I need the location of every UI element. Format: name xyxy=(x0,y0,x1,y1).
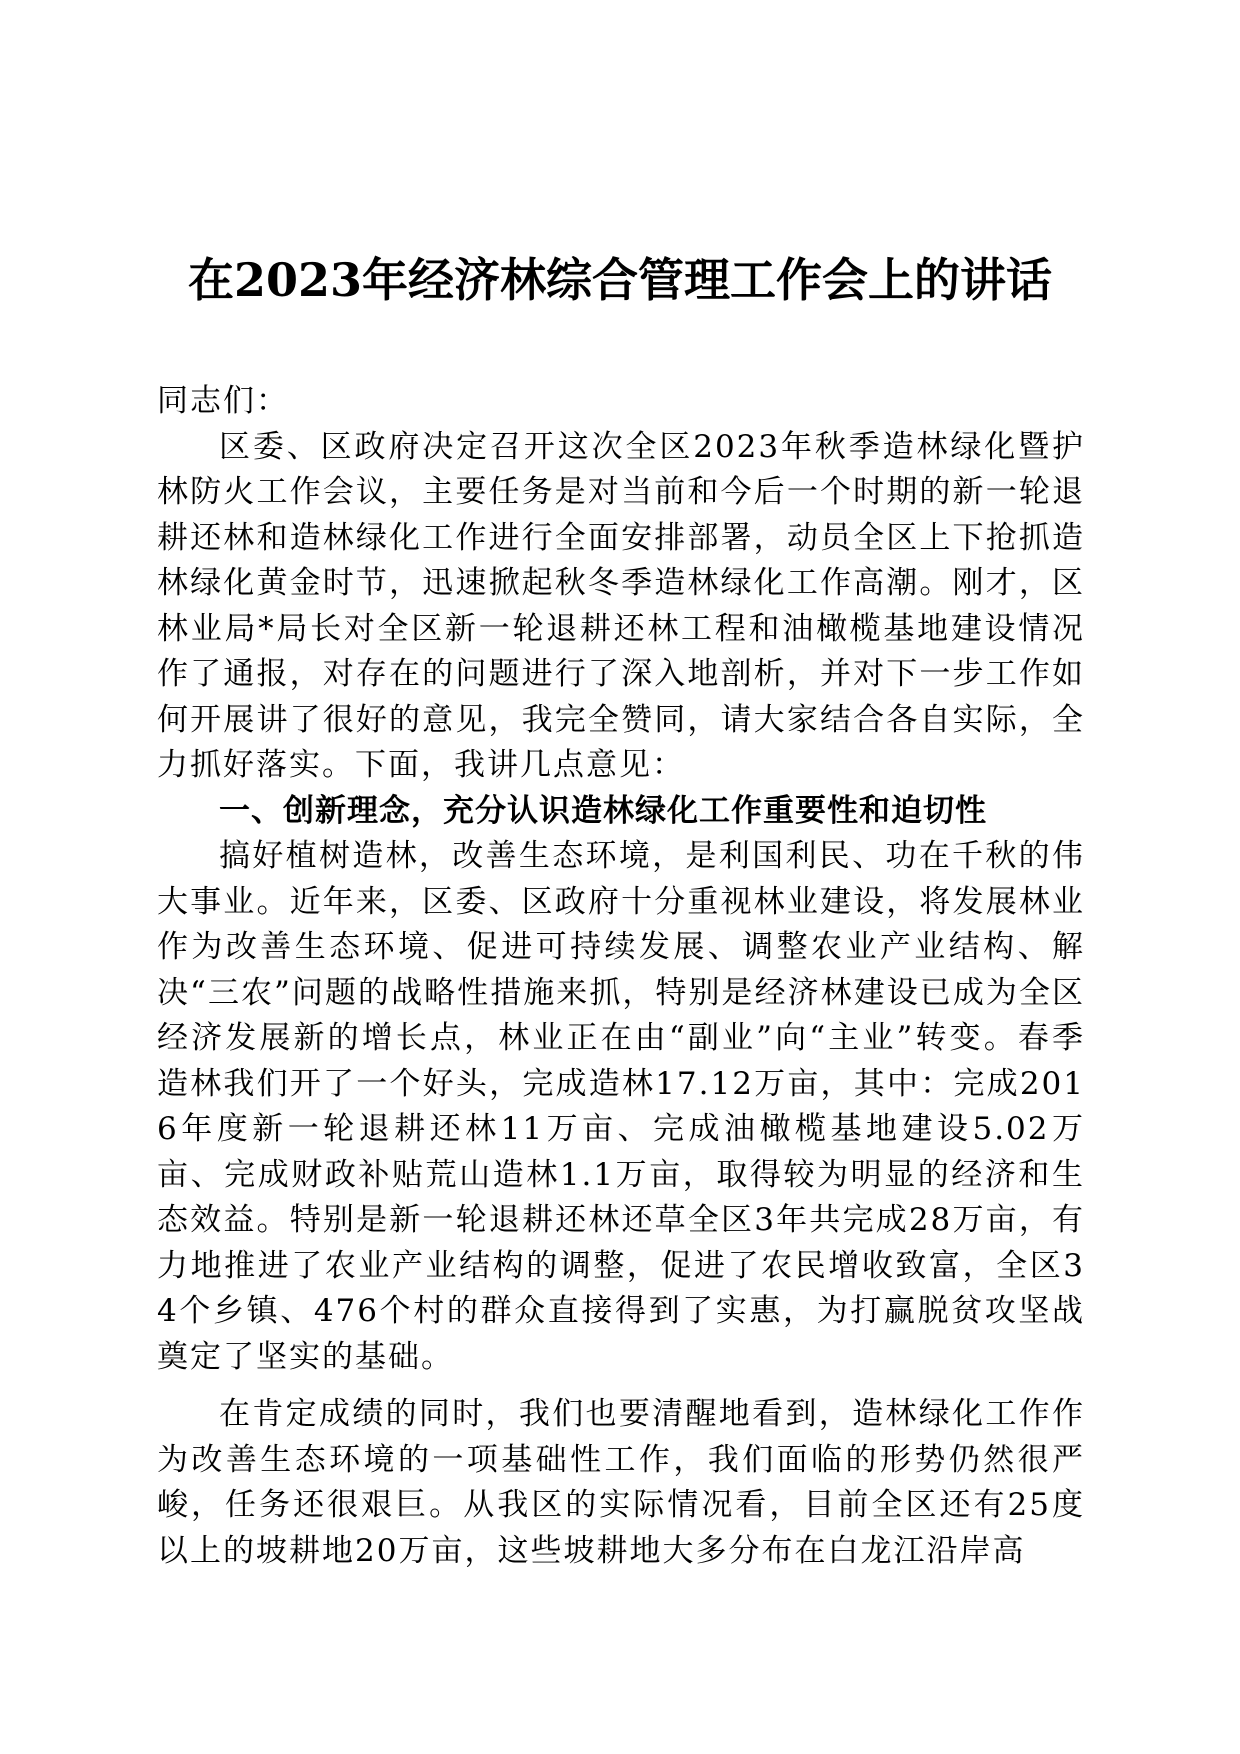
document-title: 在2023年经济林综合管理工作会上的讲话 xyxy=(187,253,1053,307)
paragraph-challenges: 在肯定成绩的同时，我们也要清醒地看到，造林绿化工作作为改善生态环境的一项基础性工作，我们面临的形势仍然很严峻，任务还很艰巨。从我区的实际情况看，目前全区还有25度以上的坡耕地20万亩，这些坡耕地大多分布在白龙江沿岸高 xyxy=(157,1396,1085,1569)
document-body xyxy=(157,379,1085,1574)
salutation: 同志们： xyxy=(157,383,289,419)
paragraph-intro: 区委、区政府决定召开这次全区2023年秋季造林绿化暨护林防火工作会议，主要任务是对当前和今后一个时期的新一轮退耕还林和造林绿化工作进行全面安排部署，动员全区上下抢抓造林绿化黄金时节，迅速掀起秋冬季造林绿化工作高潮。刚才，区林业局*局长对全区新一轮退耕还林工程和油橄榄基地建设情况作了通报，对存在的问题进行了深入地剖析，并对下一步工作如何开展讲了很好的意见，我完全赞同，请大家结合各自实际，全力抓好落实。下面，我讲几点意见： xyxy=(157,428,1085,783)
paragraph-achievements: 搞好植树造林，改善生态环境，是利国利民、功在千秋的伟大事业。近年来，区委、区政府十分重视林业建设，将发展林业作为改善生态环境、促进可持续发展、调整农业产业结构、解决“三农”问题的战略性措施来抓，特别是经济林建设已成为全区经济发展新的增长点，林业正在由“副业”向“主业”转变。春季造林我们开了一个好头，完成造林17.12万亩，其中：完成2016年度新一轮退耕还林11万亩、完成油橄榄基地建设5.02万亩、完成财政补贴荒山造林1.1万亩，取得较为明显的经济和生态效益。特别是新一轮退耕还林还草全区3年共完成28万亩，有力地推进了农业产业结构的调整，促进了农民增收致富，全区34个乡镇、476个村的群众直接得到了实惠，为打赢脱贫攻坚战奠定了坚实的基础。 xyxy=(157,838,1085,1375)
section-heading-1: 一、创新理念，充分认识造林绿化工作重要性和迫切性 xyxy=(219,792,987,829)
